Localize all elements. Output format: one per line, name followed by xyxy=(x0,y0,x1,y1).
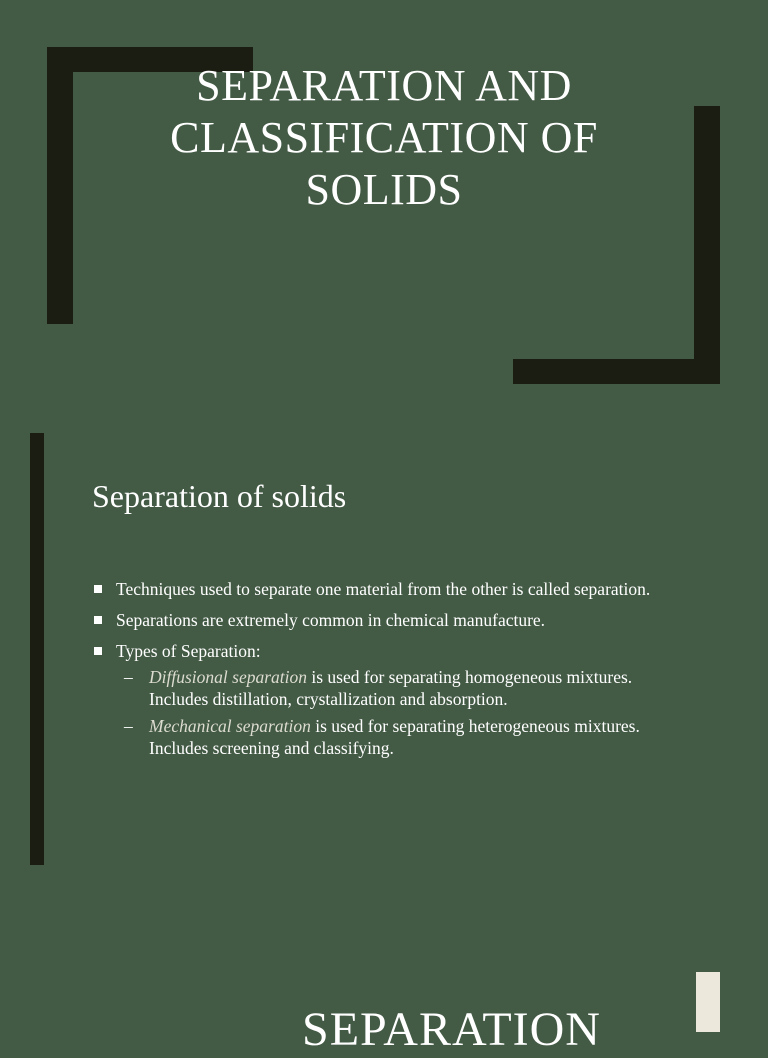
cream-accent-bar xyxy=(696,972,720,1032)
title-slide xyxy=(0,0,768,410)
sub-bullet-text: is used for separating homogeneous mixtures. Includes distillation, crystallization and absorption. xyxy=(149,667,633,709)
next-slide-partial xyxy=(0,910,768,1056)
bullet-text: Types of Separation: xyxy=(116,641,261,661)
left-accent-bar xyxy=(30,433,44,865)
bullet-text: Techniques used to separate one material from the other is called separation. xyxy=(116,579,651,599)
content-slide xyxy=(0,410,768,910)
list-item xyxy=(92,578,692,600)
frame-bottom-right-vertical xyxy=(694,106,720,383)
bullet-list xyxy=(92,578,692,768)
frame-bottom-right-horizontal xyxy=(513,359,720,384)
next-slide-title: SEPARATION xyxy=(302,1003,601,1056)
square-bullet-icon xyxy=(94,647,102,655)
sub-bullet-text: is used for separating heterogeneous mixtures. Includes screening and classifying. xyxy=(149,716,640,758)
sub-list-item xyxy=(116,666,692,710)
list-item xyxy=(92,609,692,631)
bullet-text: Separations are extremely common in chemical manufacture. xyxy=(116,610,546,630)
dash-bullet-icon: – xyxy=(124,667,133,687)
frame-top-left-vertical xyxy=(47,47,73,324)
square-bullet-icon xyxy=(94,616,102,624)
sub-list-item xyxy=(116,715,692,759)
sub-bullet-list xyxy=(116,666,692,759)
square-bullet-icon xyxy=(94,585,102,593)
dash-bullet-icon: – xyxy=(124,716,133,736)
slide-title: SEPARATION AND CLASSIFICATION OF SOLIDS xyxy=(170,61,598,214)
term-text: Diffusional separation xyxy=(149,667,307,687)
section-heading: Separation of solids xyxy=(92,478,347,514)
list-item xyxy=(92,640,692,759)
term-text: Mechanical separation xyxy=(149,716,311,736)
